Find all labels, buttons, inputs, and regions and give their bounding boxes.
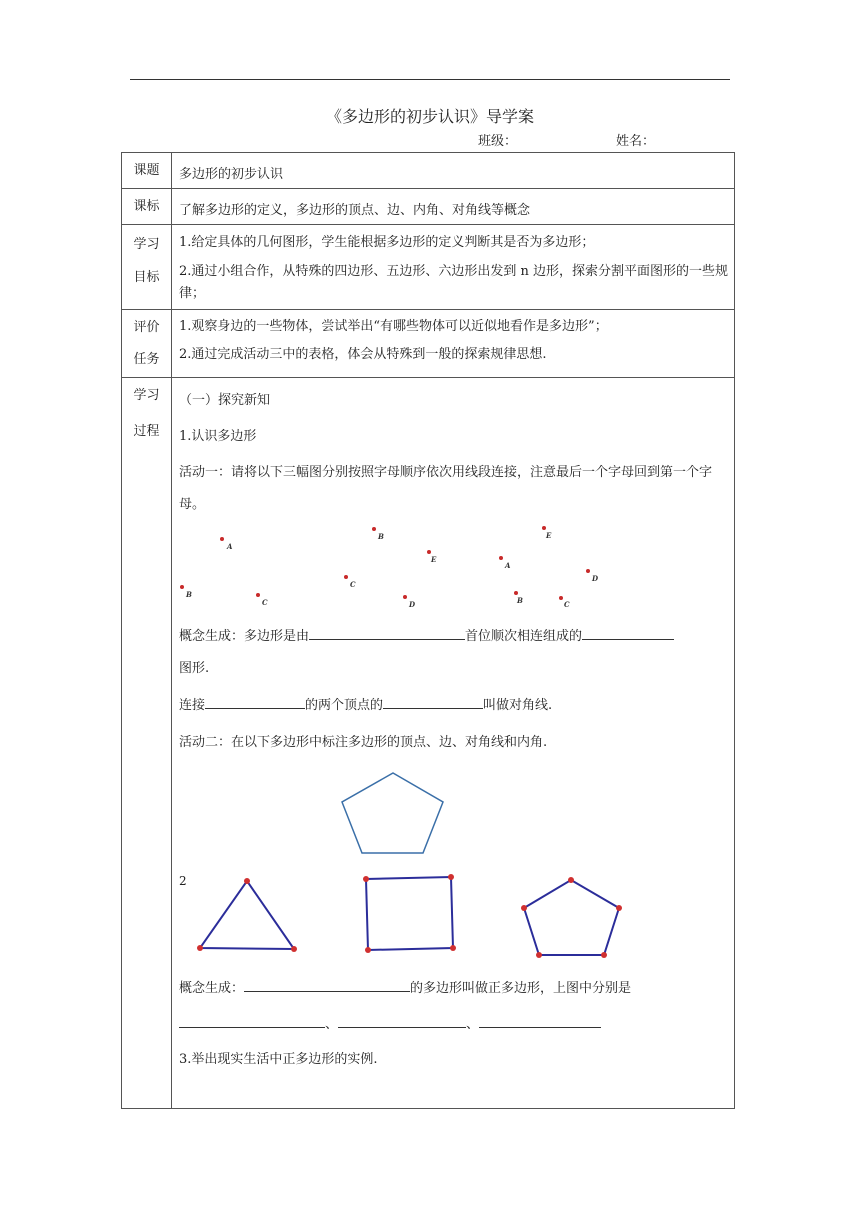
row-label-process-2: 过程 bbox=[133, 424, 160, 439]
activity-one-text: 活动一：请将以下三幅图分别按照字母顺序依次用线段连接，注意最后一个字母回到第一个字母。 bbox=[179, 465, 713, 512]
vertex-dot bbox=[244, 878, 250, 884]
page-title: 《多边形的初步认识》导学案 bbox=[325, 107, 534, 126]
vertex-dot bbox=[450, 945, 456, 951]
separator: 、 bbox=[466, 1017, 480, 1032]
concept-regular-line bbox=[179, 977, 631, 996]
separator: 、 bbox=[325, 1017, 339, 1032]
point-label: A bbox=[505, 561, 511, 570]
vertex-dot bbox=[568, 877, 574, 883]
row-label-tasks-2: 任务 bbox=[133, 352, 160, 367]
triangle-outline bbox=[200, 881, 294, 949]
class-label: 班级： bbox=[478, 134, 518, 149]
point-label: C bbox=[564, 600, 570, 609]
diagonal-suffix: 叫做对角线. bbox=[483, 698, 553, 713]
row-label-goals-2: 目标 bbox=[133, 270, 160, 285]
row-divider bbox=[122, 224, 734, 225]
point-marker bbox=[180, 585, 184, 589]
diagonal-definition-line bbox=[179, 694, 552, 713]
blank-field[interactable] bbox=[205, 694, 305, 709]
concept-polygon-middle: 首位顺次相连组成的 bbox=[465, 629, 583, 644]
point-marker bbox=[256, 593, 260, 597]
vertex-dot bbox=[536, 952, 542, 958]
row-label-goals-1: 学习 bbox=[133, 237, 160, 252]
concept-polygon-line bbox=[179, 625, 674, 644]
blank-field[interactable] bbox=[582, 625, 674, 640]
vertex-dot bbox=[291, 946, 297, 952]
diagonal-prefix: 连接 bbox=[179, 698, 206, 713]
row-divider bbox=[122, 309, 734, 310]
row-label-tasks-1: 评价 bbox=[133, 320, 160, 335]
worksheet-table bbox=[121, 152, 735, 1109]
activity-two-text: 活动二：在以下多边形中标注多边形的顶点、边、对角线和内角. bbox=[179, 735, 548, 750]
square-outline bbox=[366, 877, 453, 950]
point-marker bbox=[542, 526, 546, 530]
section-heading: （一）探究新知 bbox=[179, 393, 271, 408]
answer-blanks-line bbox=[179, 1013, 601, 1032]
column-divider bbox=[171, 153, 172, 1108]
row-label-topic: 课题 bbox=[133, 163, 160, 178]
point-label: D bbox=[409, 600, 416, 609]
task-item-1: 1.观察身边的一些物体，尝试举出“有哪些物体可以近似地看作是多边形”； bbox=[179, 319, 608, 334]
vertex-dot bbox=[616, 905, 622, 911]
name-label: 姓名： bbox=[616, 134, 656, 149]
blank-field[interactable] bbox=[383, 694, 483, 709]
vertex-dot bbox=[521, 905, 527, 911]
vertex-dot bbox=[601, 952, 607, 958]
blank-field[interactable] bbox=[179, 1013, 325, 1028]
blank-field[interactable] bbox=[479, 1013, 601, 1028]
vertex-dot bbox=[365, 947, 371, 953]
blank-field[interactable] bbox=[244, 977, 410, 992]
point-marker bbox=[586, 569, 590, 573]
point-label: B bbox=[517, 596, 523, 605]
concept-regular-suffix: 的多边形叫做正多边形，上图中分别是 bbox=[410, 981, 632, 996]
goal-item-1: 1.给定具体的几何图形，学生能根据多边形的定义判断其是否为多边形； bbox=[179, 235, 595, 250]
blank-field[interactable] bbox=[309, 625, 465, 640]
header-rule bbox=[130, 79, 730, 80]
concept-regular-prefix: 概念生成： bbox=[179, 981, 245, 996]
point-marker bbox=[403, 595, 407, 599]
point-marker bbox=[499, 556, 503, 560]
pentagon-outline bbox=[342, 773, 443, 853]
goal-item-2: 2.通过小组合作，从特殊的四边形、五边形、六边形出发到 n 边形，探索分割平面图形的一些规律； bbox=[179, 264, 729, 301]
pentagon-outline bbox=[524, 880, 619, 955]
subsection-polygon: 1.认识多边形 bbox=[179, 429, 257, 444]
point-label: C bbox=[262, 598, 268, 607]
subsection-examples: 3.举出现实生活中正多边形的实例. bbox=[179, 1052, 378, 1067]
diagonal-middle: 的两个顶点的 bbox=[305, 698, 384, 713]
point-marker bbox=[344, 575, 348, 579]
square-figure bbox=[362, 875, 462, 955]
point-marker bbox=[372, 527, 376, 531]
row-divider bbox=[122, 188, 734, 189]
triangle-figure bbox=[194, 875, 304, 955]
standard-text: 了解多边形的定义，多边形的顶点、边、内角、对角线等概念 bbox=[179, 203, 531, 218]
concept-polygon-prefix: 概念生成：多边形是由 bbox=[179, 629, 310, 644]
vertex-dot bbox=[448, 874, 454, 880]
regular-pentagon-figure bbox=[518, 875, 628, 965]
vertex-dot bbox=[363, 876, 369, 882]
point-label: E bbox=[546, 531, 552, 540]
point-label: B bbox=[186, 590, 192, 599]
task-item-2: 2.通过完成活动三中的表格，体会从特殊到一般的探索规律思想. bbox=[179, 347, 547, 362]
row-label-process-1: 学习 bbox=[133, 388, 160, 403]
figure-number: 2 bbox=[179, 874, 187, 888]
blank-field[interactable] bbox=[338, 1013, 466, 1028]
point-label: E bbox=[431, 555, 437, 564]
topic-text: 多边形的初步认识 bbox=[179, 167, 284, 182]
row-label-standard: 课标 bbox=[133, 199, 160, 214]
vertex-dot bbox=[197, 945, 203, 951]
point-label: D bbox=[592, 574, 599, 583]
point-marker bbox=[514, 591, 518, 595]
row-divider bbox=[122, 377, 734, 378]
point-marker bbox=[220, 537, 224, 541]
point-marker bbox=[427, 550, 431, 554]
point-label: C bbox=[350, 580, 356, 589]
point-marker bbox=[559, 596, 563, 600]
pentagon-figure bbox=[332, 765, 452, 845]
concept-polygon-suffix: 图形. bbox=[179, 661, 210, 676]
point-label: B bbox=[378, 532, 384, 541]
point-label: A bbox=[227, 542, 233, 551]
